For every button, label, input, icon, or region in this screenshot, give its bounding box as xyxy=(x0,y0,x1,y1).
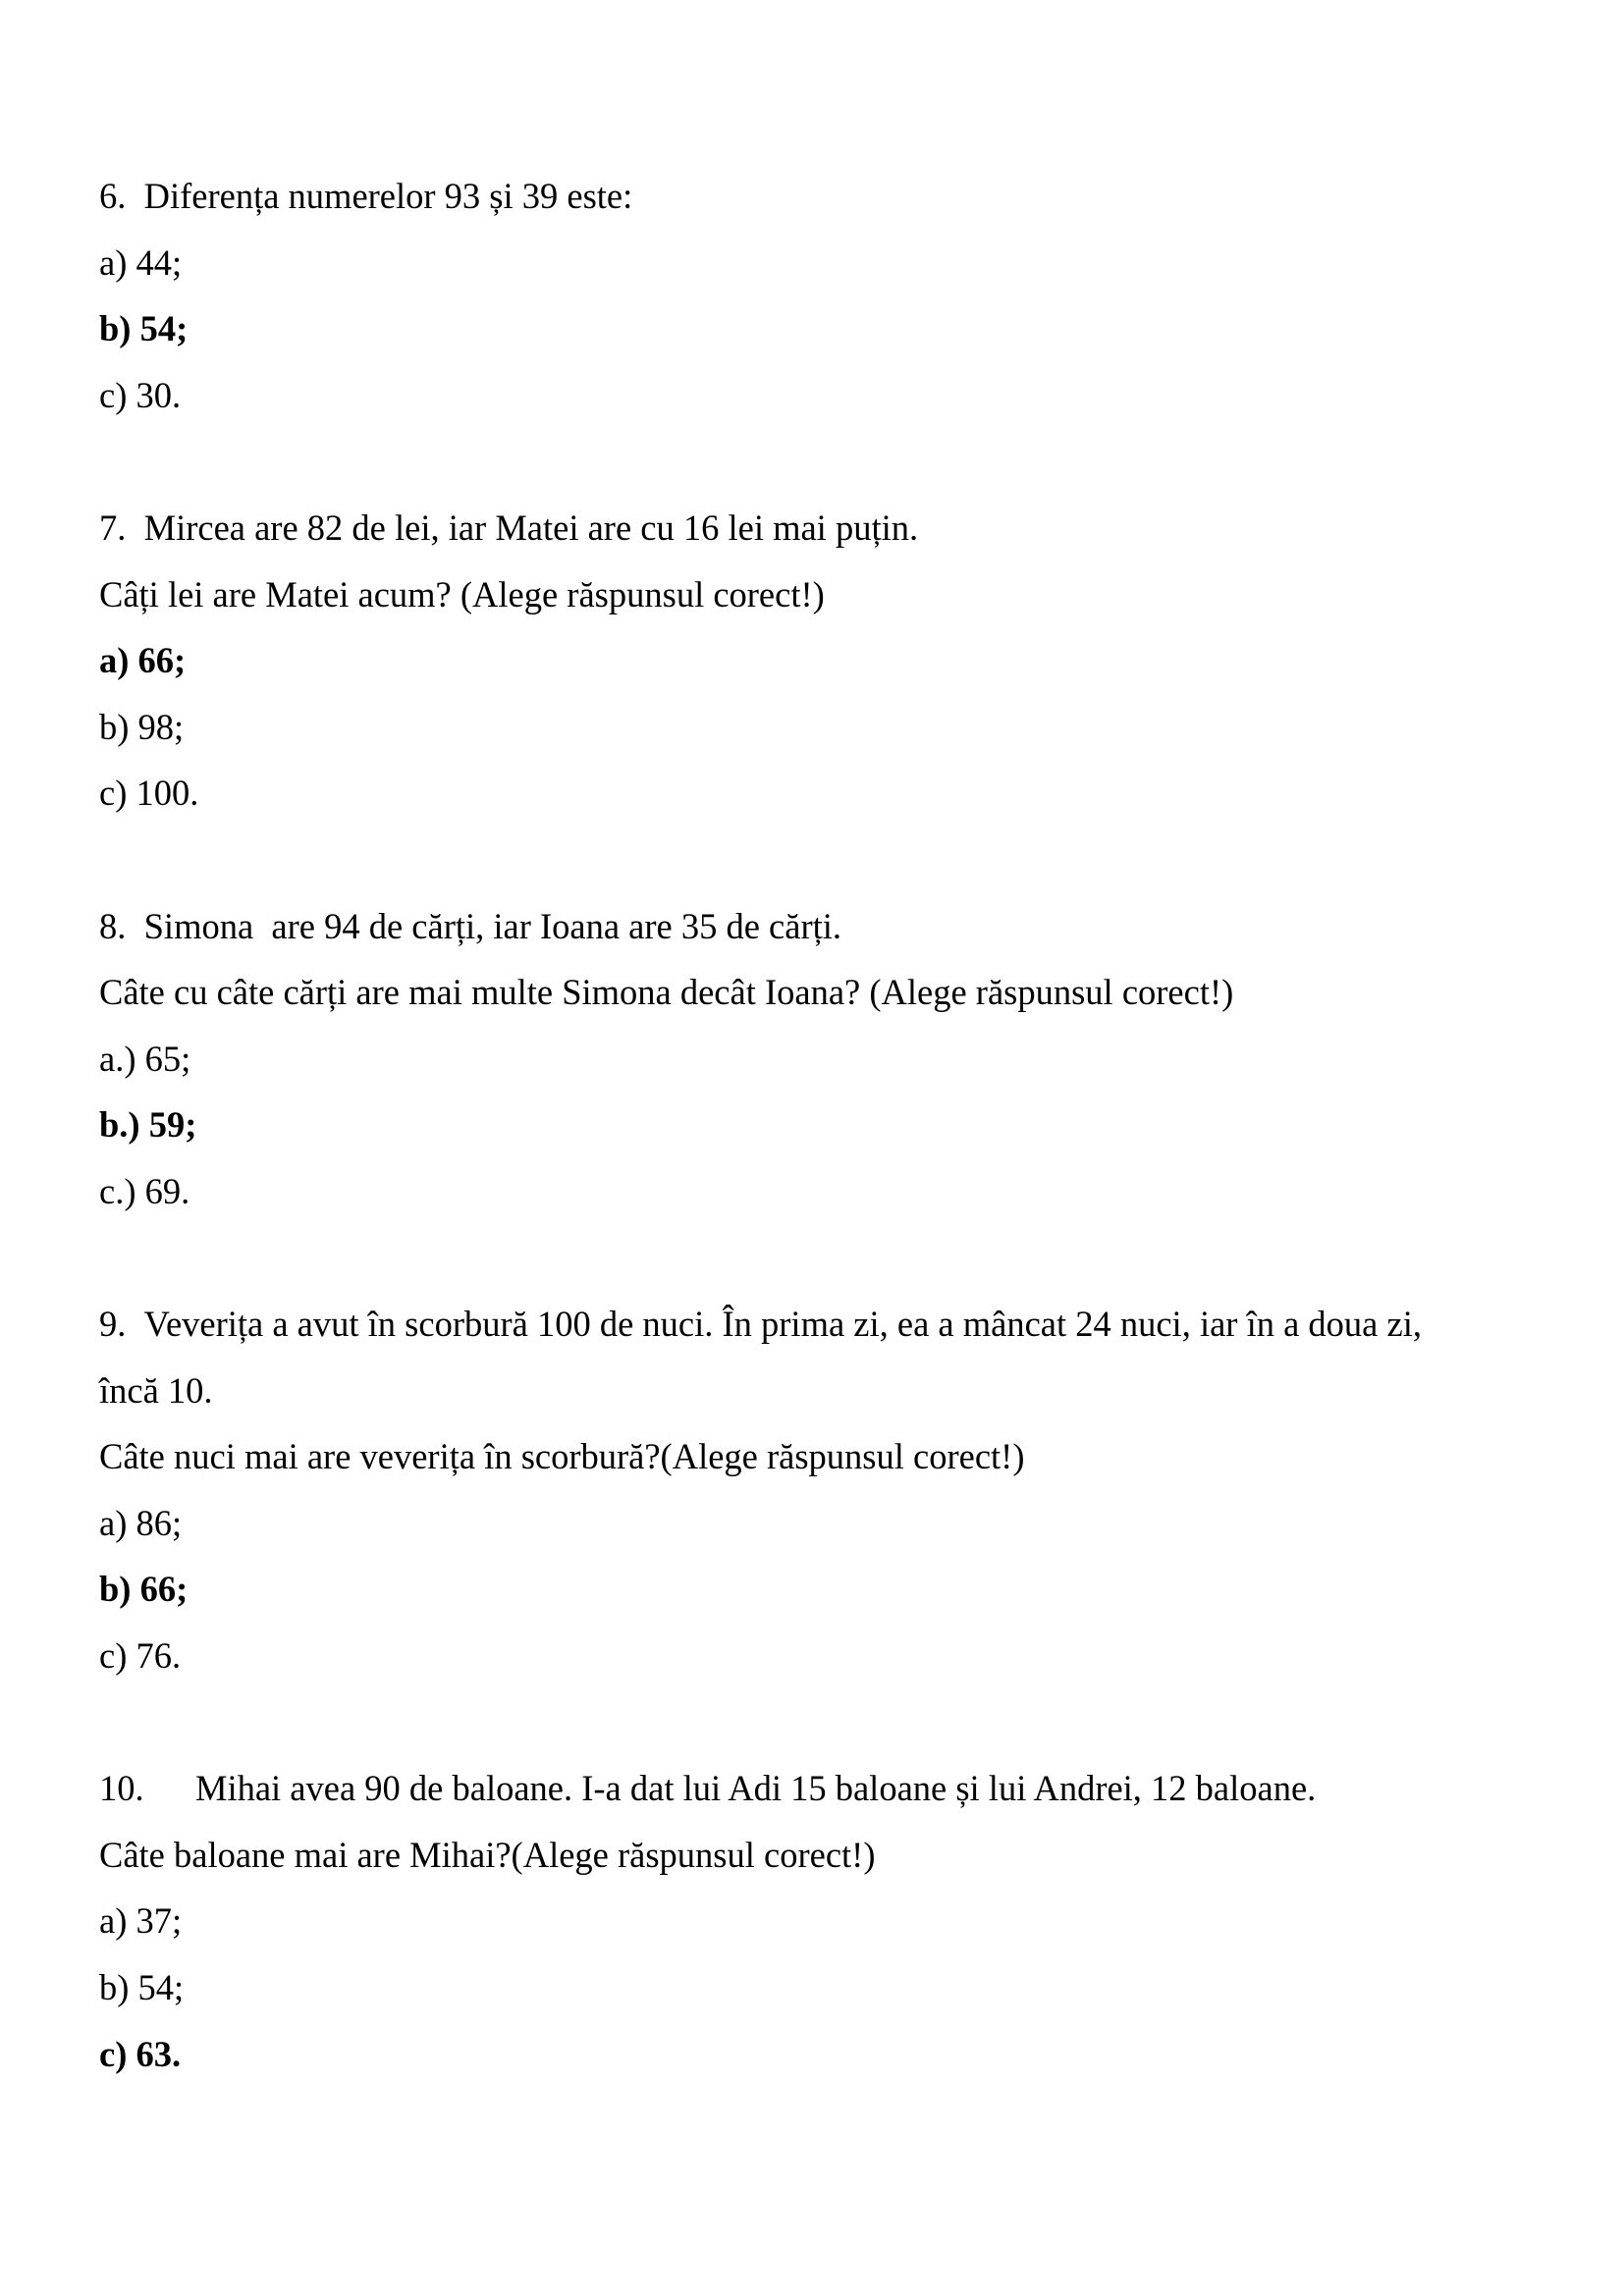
spacer xyxy=(99,1225,1552,1292)
question-line: Câți lei are Matei acum? (Alege răspunsul corect!) xyxy=(99,573,825,614)
question-number: 6. xyxy=(99,176,127,216)
option-b: b) 54; xyxy=(99,1967,185,2008)
question-line: Simona are 94 de cărți, iar Ioana are 35 de cărți. xyxy=(143,905,842,946)
question-number: 9. xyxy=(99,1304,127,1345)
option-c-correct: c) 63. xyxy=(99,2033,182,2074)
question-line: încă 10. xyxy=(99,1369,213,1411)
question-line: Diferența numerelor 93 și 39 este: xyxy=(143,176,633,216)
spacer xyxy=(99,827,1552,893)
spacer xyxy=(99,1689,1552,1756)
option-b: b) 98; xyxy=(99,706,185,747)
question-line: Veverița a avut în scorbură 100 de nuci. În prima zi, ea a mâncat 24 nuci, iar în a doua zi, xyxy=(143,1304,1422,1345)
question-8 xyxy=(99,893,1552,1225)
question-9 xyxy=(99,1291,1552,1689)
option-b-correct: b.) 59; xyxy=(99,1104,197,1146)
option-b-correct: b) 66; xyxy=(99,1569,189,1610)
option-c: c) 30. xyxy=(99,374,182,415)
option-a-correct: a) 66; xyxy=(99,640,187,681)
question-line: Mihai avea 90 de baloane. I-a dat lui Adi 15 baloane și lui Andrei, 12 baloane. xyxy=(195,1768,1317,1809)
option-c: c.) 69. xyxy=(99,1170,190,1211)
question-9-text xyxy=(99,1291,1552,1358)
option-a: a.) 65; xyxy=(99,1038,191,1079)
document-page xyxy=(99,163,1552,2087)
question-6 xyxy=(99,163,1552,428)
question-7-text xyxy=(99,495,1552,561)
question-number: 7. xyxy=(99,507,127,548)
question-line: Câte cu câte cărți are mai multe Simona decât Ioana? (Alege răspunsul corect!) xyxy=(99,972,1234,1013)
option-a: a) 86; xyxy=(99,1502,183,1543)
question-8-text xyxy=(99,893,1552,960)
question-line: Mircea are 82 de lei, iar Matei are cu 16 lei mai puțin. xyxy=(143,507,919,548)
question-line: Câte nuci mai are veverița în scorbură?(Alege răspunsul corect!) xyxy=(99,1436,1025,1477)
question-10 xyxy=(99,1755,1552,2087)
option-c: c) 76. xyxy=(99,1635,182,1677)
question-number: 8. xyxy=(99,905,127,946)
option-a: a) 44; xyxy=(99,241,183,283)
question-number: 10. xyxy=(99,1768,144,1809)
option-a: a) 37; xyxy=(99,1900,183,1942)
question-10-text xyxy=(99,1755,1552,1822)
spacer xyxy=(99,428,1552,495)
option-c: c) 100. xyxy=(99,773,199,814)
question-7 xyxy=(99,495,1552,827)
question-line: Câte baloane mai are Mihai?(Alege răspunsul corect!) xyxy=(99,1834,876,1875)
option-b-correct: b) 54; xyxy=(99,308,189,349)
question-6-text xyxy=(99,163,1552,230)
